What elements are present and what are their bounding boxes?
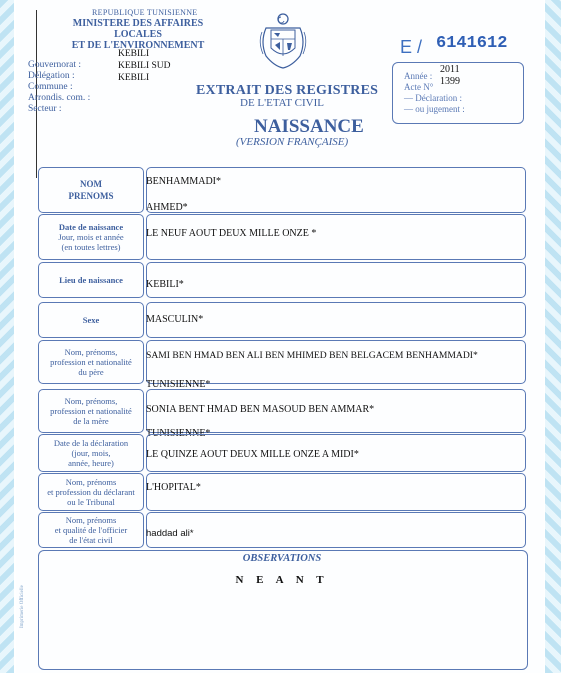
serial-prefix: E /	[400, 37, 423, 57]
nom-label: NOM	[80, 179, 102, 189]
field-row-sexe	[38, 302, 526, 336]
decl-label-1: Date de la déclaration	[53, 438, 129, 448]
declarant-value-box	[146, 473, 526, 511]
officier-value: haddad ali*	[146, 528, 194, 539]
dob-label-note: (en toutes lettres)	[61, 242, 121, 252]
decl-label-2: (jour, mois,	[71, 448, 111, 458]
acte-values	[440, 64, 460, 88]
tunisia-coat-of-arms-icon	[254, 12, 312, 70]
observations-value: N E A N T	[235, 574, 329, 586]
decl-label-box	[38, 434, 144, 472]
mere-label-box	[38, 389, 144, 433]
nom-value: BENHAMMADI*	[146, 176, 221, 187]
officier-label-2: et qualité de l'officier	[54, 525, 128, 535]
decl-label-3: année, heure)	[68, 458, 114, 468]
prenoms-label: PRENOMS	[68, 191, 114, 201]
printer-side-note: Imprimerie Officielle	[20, 585, 25, 628]
document-type: NAISSANCE	[254, 116, 364, 137]
jugement-label: — ou jugement :	[404, 104, 465, 114]
sexe-label: Sexe	[82, 315, 100, 325]
admin-values	[118, 48, 171, 84]
mere-nationality: TUNISIENNE*	[146, 428, 211, 439]
document-version: (VERSION FRANÇAISE)	[236, 136, 349, 148]
ministry-line-2: ET DE L'ENVIRONNEMENT	[71, 40, 205, 51]
prenom-value: AHMED*	[146, 202, 188, 213]
ministry-line-1: MINISTERE DES AFFAIRES LOCALES	[72, 18, 204, 40]
declaration-value: LE QUINZE AOUT DEUX MILLE ONZE A MIDI*	[146, 449, 359, 460]
pere-nationality: TUNISIENNE*	[146, 379, 211, 390]
officier-value-box	[146, 512, 526, 548]
pere-value-box	[146, 340, 526, 384]
sexe-value: MASCULIN*	[146, 314, 204, 325]
lieu-label: Lieu de naissance	[59, 275, 123, 285]
dob-label-box	[38, 214, 144, 260]
arrondissement-label: Arrondis. com. :	[28, 93, 91, 103]
declarant-value: L'HOPITAL*	[146, 482, 201, 493]
pere-label-1: Nom, prénoms,	[64, 347, 118, 357]
mere-label-2: profession et nationalité	[50, 406, 132, 416]
right-security-border	[545, 0, 561, 673]
mere-label-1: Nom, prénoms,	[64, 396, 118, 406]
document-title: EXTRAIT DES REGISTRES	[196, 83, 379, 98]
gouvernorat-value: KEBILI	[118, 49, 150, 59]
mere-value: SONIA BENT HMAD BEN MASOUD BEN AMMAR*	[146, 404, 375, 415]
observations-title: OBSERVATIONS	[242, 553, 322, 564]
left-security-border	[0, 0, 14, 673]
annee-value: 2011	[440, 64, 460, 75]
mere-label-3: de la mère	[73, 416, 109, 426]
pere-label-2: profession et nationalité	[50, 357, 132, 367]
nom-label-box	[38, 167, 144, 213]
declarant-label-box	[38, 473, 144, 511]
republic-heading: REPUBLIQUE TUNISIENNE	[92, 8, 198, 17]
commune-label: Commune :	[28, 82, 73, 92]
field-row-declarant	[38, 473, 526, 509]
declarant-label-1: Nom, prénoms	[65, 477, 117, 487]
nom-value-box	[146, 167, 526, 213]
pere-label-3: du père	[78, 367, 104, 377]
lieu-label-box	[38, 262, 144, 298]
pere-value: SAMI BEN HMAD BEN ALI BEN MHIMED BEN BELGACEM BENHAMMADI*	[146, 350, 478, 361]
officier-label-1: Nom, prénoms	[65, 515, 117, 525]
delegation-value: KEBILI SUD	[118, 61, 171, 71]
acte-number-label: Acte N°	[404, 82, 434, 92]
secteur-label: Secteur :	[28, 104, 62, 114]
declaration-label: — Déclaration :	[404, 93, 462, 103]
lieu-value: KEBILI*	[146, 279, 184, 290]
field-row-nom	[38, 167, 526, 211]
admin-labels	[28, 60, 90, 115]
ministry-heading	[48, 18, 228, 51]
field-row-pere	[38, 340, 526, 382]
serial-number: 6141612	[436, 34, 508, 53]
annee-label: Année :	[404, 71, 433, 81]
gouvernorat-label: Gouvernorat :	[28, 60, 82, 70]
sexe-label-box	[38, 302, 144, 338]
lieu-value-box	[146, 262, 526, 298]
declarant-label-2: et profession du déclarant	[47, 487, 135, 497]
delegation-label: Délégation :	[28, 71, 75, 81]
officier-label-3: de l'état civil	[69, 535, 113, 545]
dob-label-detail: Jour, mois et année	[58, 232, 124, 242]
observations-box	[38, 550, 528, 670]
declarant-label-3: ou le Tribunal	[67, 497, 115, 507]
pere-label-box	[38, 340, 144, 384]
field-row-lieu	[38, 262, 526, 296]
commune-value: KEBILI	[118, 73, 150, 83]
field-row-officier	[38, 512, 526, 546]
acte-number-value: 1399	[440, 76, 460, 87]
dob-value: LE NEUF AOUT DEUX MILLE ONZE *	[146, 228, 317, 239]
officier-label-box	[38, 512, 144, 548]
dob-label: Date de naissance	[58, 222, 124, 232]
document-subtitle: DE L'ETAT CIVIL	[240, 97, 324, 109]
